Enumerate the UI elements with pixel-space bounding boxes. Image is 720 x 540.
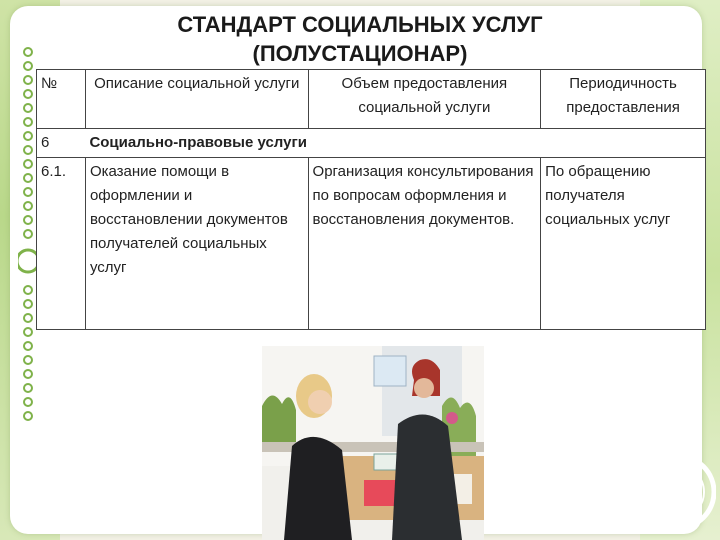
table-row xyxy=(37,158,706,330)
organization-emblem-icon xyxy=(622,430,716,534)
page-title: СТАНДАРТ СОЦИАЛЬНЫХ УСЛУГ (ПОЛУСТАЦИОНАР) xyxy=(177,12,543,66)
section-title: Социально-правовые услуги xyxy=(85,129,705,158)
header-number: № xyxy=(37,70,86,129)
header-volume: Объем предоставления социальной услуги xyxy=(308,70,541,129)
table-header-row xyxy=(37,70,706,129)
row-number: 6.1. xyxy=(37,158,86,330)
header-periodicity: Периодичность предоставления xyxy=(541,70,706,129)
row-volume: Организация консультирования по вопросам оформления и восстановления документов. xyxy=(308,158,541,330)
services-standard-table xyxy=(36,69,706,330)
consultation-photo xyxy=(262,346,484,540)
row-description: Оказание помощи в оформлении и восстановлении документов получателей социальных услуг xyxy=(85,158,308,330)
row-periodicity: По обращению получателя социальных услуг xyxy=(541,158,706,330)
header-description: Описание социальной услуги xyxy=(85,70,308,129)
section-row xyxy=(37,129,706,158)
decorative-chain-icon xyxy=(18,46,38,426)
section-number: 6 xyxy=(37,129,86,158)
